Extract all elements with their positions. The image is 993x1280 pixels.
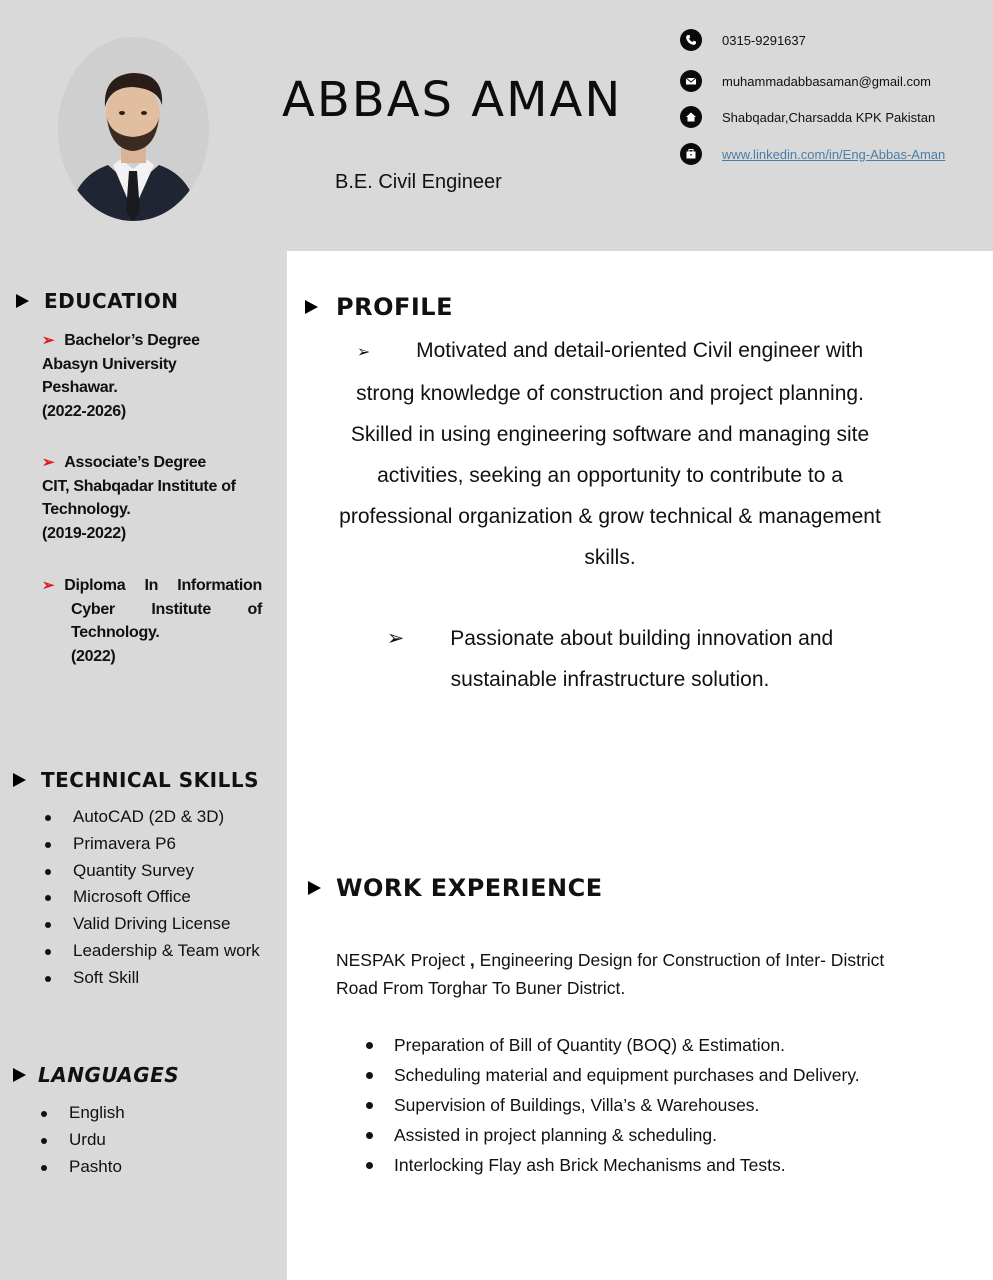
phone-icon: [680, 29, 702, 51]
red-arrow-icon: ➢: [42, 454, 55, 471]
skills-title: TECHNICAL SKILLS: [41, 768, 259, 792]
red-arrow-icon: ➢: [42, 577, 55, 594]
education-item-bachelor: ➢ Bachelor’s Degree Abasyn University Peshawar. (2022-2026): [42, 332, 200, 420]
list-item: Pashto: [39, 1154, 125, 1181]
list-item: Leadership & Team work: [43, 938, 260, 965]
list-item: Primavera P6: [43, 831, 260, 858]
skills-heading: [13, 768, 259, 792]
project-name: NESPAK Project: [336, 950, 466, 970]
home-icon: [680, 106, 702, 128]
avatar: [58, 37, 209, 221]
triangle-bullet-icon: [16, 294, 29, 308]
briefcase-icon: [680, 143, 702, 165]
list-item: AutoCAD (2D & 3D): [43, 804, 260, 831]
list-item: Preparation of Bill of Quantity (BOQ) & Estimation.: [364, 1030, 860, 1060]
profile-paragraph-2: ➢ Passionate about building innovation and sustainable infrastructure solution.: [386, 627, 834, 691]
contact-email: [680, 70, 931, 92]
email-address[interactable]: muhammadabbasaman@gmail.com: [722, 73, 932, 89]
list-item: Scheduling material and equipment purchases and Delivery.: [364, 1060, 860, 1090]
list-item: Interlocking Flay ash Brick Mechanisms and Tests.: [364, 1150, 860, 1180]
project-description: NESPAK Project , Engineering Design for Construction of Inter- District Road From Torghar To Buner District.: [336, 950, 885, 998]
list-item: Soft Skill: [43, 965, 260, 992]
job-title: B.E. Civil Engineer: [335, 171, 502, 193]
list-item: English: [39, 1100, 125, 1127]
list-item: Quantity Survey: [43, 858, 260, 885]
address: Shabqadar,Charsadda KPK Pakistan: [722, 109, 936, 125]
triangle-bullet-icon: [13, 1068, 26, 1082]
list-item: Supervision of Buildings, Villa’s & Warehouses.: [364, 1090, 860, 1120]
linkedin-link[interactable]: www.linkedin.com/in/Eng-Abbas-Aman: [722, 146, 946, 162]
education-heading: [16, 289, 178, 313]
contact-linkedin: [680, 143, 945, 165]
person-name: ABBAS AMAN: [282, 72, 623, 128]
education-item-diploma: ➢ Diploma In Information Cyber Institute of Technology. (2022): [42, 577, 262, 665]
work-title: WORK EXPERIENCE: [336, 874, 603, 902]
education-title: EDUCATION: [44, 289, 179, 313]
red-arrow-icon: ➢: [42, 332, 55, 349]
list-item: Assisted in project planning & scheduling.: [364, 1120, 860, 1150]
contact-phone: [680, 29, 806, 51]
chevron-bullet-icon: ➢: [356, 344, 371, 361]
work-duties-list: [364, 1030, 860, 1180]
profile-photo: [58, 37, 209, 221]
chevron-bullet-icon: ➢: [386, 627, 405, 650]
languages-heading: [13, 1063, 179, 1087]
list-item: Microsoft Office: [43, 884, 260, 911]
profile-title: PROFILE: [336, 293, 453, 321]
languages-list: [39, 1100, 125, 1180]
phone-number: 0315-9291637: [722, 32, 806, 48]
list-item: Valid Driving License: [43, 911, 260, 938]
list-item: Urdu: [39, 1127, 125, 1154]
education-item-associate: ➢ Associate’s Degree CIT, Shabqadar Institute of Technology. (2019-2022): [42, 454, 236, 542]
profile-paragraph-1: ➢ Motivated and detail-oriented Civil engineer with strong knowledge of construction and project planning. Skilled in using engineering software and managing site activities, seeking an opportunity to contribute to a professional organization & grow technical & management skills.: [339, 339, 881, 569]
languages-title: LANGUAGES: [38, 1063, 180, 1087]
profile-heading: [305, 293, 453, 321]
skills-list: [43, 804, 260, 992]
contact-address: [680, 106, 935, 128]
triangle-bullet-icon: [305, 300, 318, 314]
triangle-bullet-icon: [13, 773, 26, 787]
email-icon: [680, 70, 702, 92]
work-heading: [308, 874, 603, 902]
triangle-bullet-icon: [308, 881, 321, 895]
